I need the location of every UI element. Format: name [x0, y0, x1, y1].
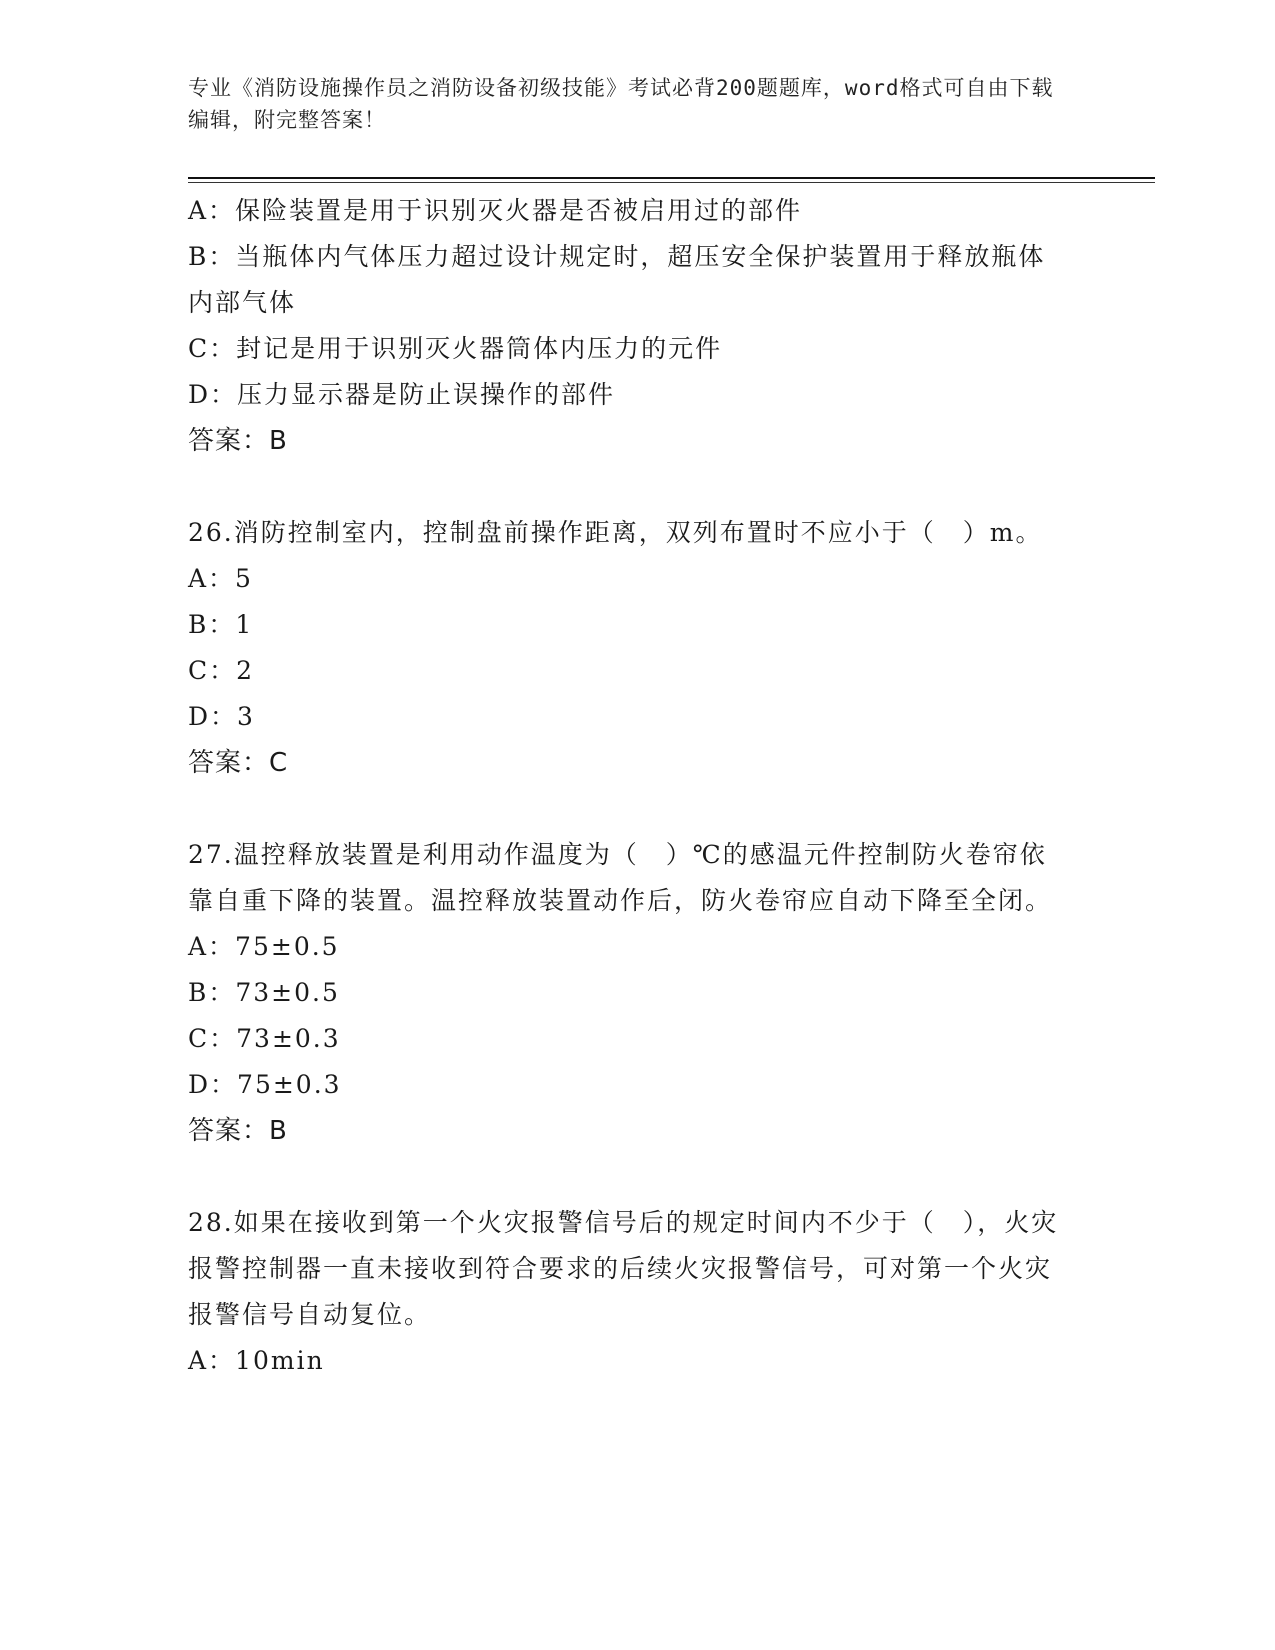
- answer-label: 答案：: [188, 1116, 270, 1146]
- answer-line: [188, 418, 1068, 464]
- question-stem: 28.如果在接收到第一个火灾报警信号后的规定时间内不少于（ ），火灾报警控制器一直未接收到符合要求的后续火灾报警信号，可对第一个火灾报警信号自动复位。: [188, 1208, 1059, 1329]
- option-a: A：5: [188, 564, 253, 593]
- header-divider-thin: [188, 182, 1155, 183]
- document-content: [188, 188, 1068, 1384]
- question-stem: 26.消防控制室内，控制盘前操作距离，双列布置时不应小于（ ）m。: [188, 518, 1043, 547]
- question-27-block: [188, 832, 1068, 1154]
- option-b: B：1: [188, 610, 254, 639]
- document-header: 专业《消防设施操作员之消防设备初级技能》考试必背200题题库，word格式可自由下载编辑，附完整答案！: [188, 76, 1054, 132]
- option-a: A：75±0.5: [188, 932, 340, 961]
- option-b: B：73±0.5: [188, 978, 340, 1007]
- option-d: D：75±0.3: [188, 1070, 342, 1099]
- header-divider-thick: [188, 177, 1155, 179]
- answer-label: 答案：: [188, 748, 270, 778]
- answer-label: 答案：: [188, 426, 270, 456]
- answer-value: B: [269, 1116, 288, 1146]
- option-d: D：压力显示器是防止误操作的部件: [188, 380, 616, 409]
- question-28-block: [188, 1200, 1068, 1384]
- option-b: B：当瓶体内气体压力超过设计规定时，超压安全保护装置用于释放瓶体内部气体: [188, 242, 1046, 317]
- option-d: D：3: [188, 702, 255, 731]
- question-stem: 27.温控释放装置是利用动作温度为（ ）℃的感温元件控制防火卷帘依靠自重下降的装置。温控释放装置动作后，防火卷帘应自动下降至全闭。: [188, 840, 1053, 915]
- option-c: C：封记是用于识别灭火器筒体内压力的元件: [188, 334, 723, 363]
- answer-line: [188, 1108, 1068, 1154]
- answer-line: [188, 740, 1068, 786]
- option-a: A：保险装置是用于识别灭火器是否被启用过的部件: [188, 196, 803, 225]
- question-26-block: [188, 510, 1068, 786]
- answer-value: C: [269, 748, 289, 778]
- question-25-block: [188, 188, 1068, 464]
- option-a: A：10min: [188, 1346, 325, 1375]
- option-c: C：73±0.3: [188, 1024, 341, 1053]
- option-c: C：2: [188, 656, 255, 685]
- answer-value: B: [269, 426, 288, 456]
